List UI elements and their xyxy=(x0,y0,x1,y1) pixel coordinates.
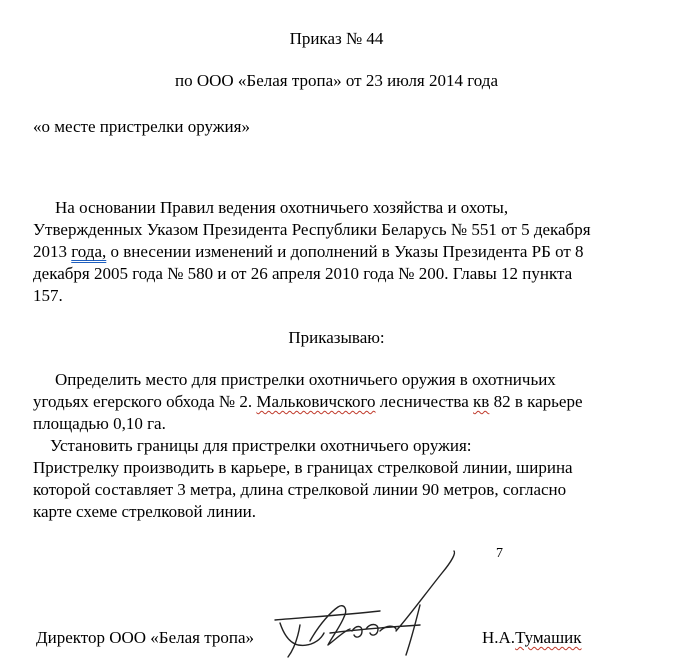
basis-year-word: года, xyxy=(71,242,107,261)
item-1-place-name: Мальковичского xyxy=(256,392,376,411)
document-title: Приказ № 44 xyxy=(289,29,384,48)
signature xyxy=(270,545,460,665)
basis-line-4: декабря 2005 года № 580 и от 26 апреля 2010 года № 200. Главы 12 пункта xyxy=(33,264,573,283)
item-1-line-1: Определить место для пристрелки охотничьего оружия в охотничьих xyxy=(55,370,556,389)
item-1-part-c: лесничества xyxy=(375,392,474,411)
item-3-line-2: которой составляет 3 метра, длина стрелковой линии 90 метров, согласно xyxy=(33,480,567,499)
item-1-abbrev: кв xyxy=(473,392,490,411)
director-initials: Н.А. xyxy=(482,628,516,647)
director-label: Директор ООО «Белая тропа» xyxy=(36,628,254,647)
item-3-line-3: карте схеме стрелковой линии. xyxy=(33,502,257,521)
item-1-part-a: угодьях егерского обхода № 2. xyxy=(33,392,253,411)
item-1-line-2 xyxy=(33,391,583,413)
basis-line-3-rest: о внесении изменений и дополнений в Указы Президента РБ от 8 xyxy=(106,242,584,261)
director-name xyxy=(482,627,582,649)
item-2: Установить границы для пристрелки охотничьего оружия: xyxy=(50,436,472,455)
basis-line-2: Утвержденных Указом Президента Республики Беларусь № 551 от 5 декабря xyxy=(33,220,591,239)
document-subject: «о месте пристрелки оружия» xyxy=(33,117,250,136)
basis-line-3 xyxy=(33,241,658,263)
basis-year: 2013 xyxy=(33,242,67,261)
document-subtitle: по ООО «Белая тропа» от 23 июля 2014 года xyxy=(175,71,498,90)
director-surname: Тумашик xyxy=(515,628,582,647)
item-1-line-3: площадью 0,10 га. xyxy=(33,414,166,433)
page-mark: 7 xyxy=(496,546,503,561)
item-1-part-e: 82 в карьере xyxy=(489,392,583,411)
order-word: Приказываю: xyxy=(288,328,385,347)
basis-line-5: 157. xyxy=(33,286,63,305)
basis-line-1: На основании Правил ведения охотничьего хозяйства и охоты, xyxy=(55,198,509,217)
item-3-line-1: Пристрелку производить в карьере, в границах стрелковой линии, ширина xyxy=(33,458,573,477)
